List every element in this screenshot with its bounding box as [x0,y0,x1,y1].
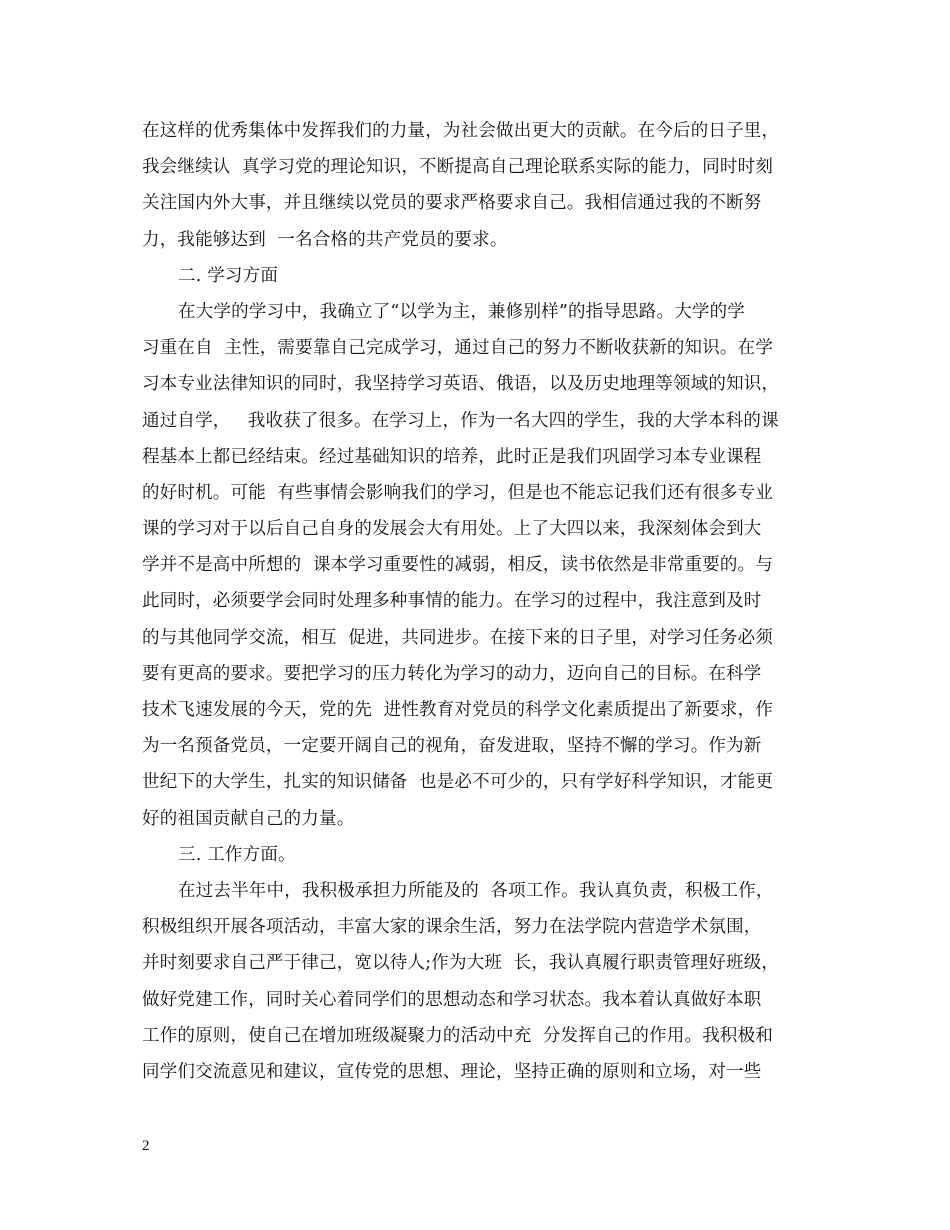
text-line: 的好时机。可能 有些事情会影响我们的学习，但是也不能忘记我们还有很多专业 [142,482,774,503]
text-line: 在过去半年中，我积极承担力所能及的 各项工作。我认真负责，积极工作， [178,880,774,901]
text-line: 积极组织开展各项活动，丰富大家的课余生活，努力在法学院内营造学术氛围， [142,917,762,938]
text-line: 习本专业法律知识的同时，我坚持学习英语、俄语，以及历史地理等领域的知识， [142,374,780,395]
text-line: 在大学的学习中，我确立了“以学为主，兼修别样”的指导思路。大学的学 [178,301,745,322]
text-line: 习重在自 主性，需要靠自己完成学习，通过自己的努力不断收获新的知识。在学 [142,338,774,359]
text-line: 此同时，必须要学会同时处理多种事情的能力。在学习的过程中，我注意到及时 [142,591,762,612]
text-line: 力，我能够达到 一名合格的共产党员的要求。 [142,229,508,250]
text-line: 二. 学习方面 [178,265,279,286]
text-line: 好的祖国贡献自己的力量。 [142,808,355,829]
text-line: 在这样的优秀集体中发挥我们的力量，为社会做出更大的贡献。在今后的日子里， [142,121,780,141]
text-line: 同学们交流意见和建议，宣传党的思想、理论，坚持正确的原则和立场，对一些 [142,1061,762,1082]
page-number: 2 [142,1138,150,1154]
text-line: 的与其他同学交流，相互 促进，共同进步。在接下来的日子里，对学习任务必须 [142,627,774,648]
text-line: 世纪下的大学生，扎实的知识储备 也是必不可少的，只有学好科学知识，才能更 [142,772,774,793]
text-line: 课的学习对于以后自己自身的发展会大有用处。上了大四以来，我深刻体会到大 [142,519,762,540]
text-line: 为一名预备党员，一定要开阔自己的视角，奋发进取，坚持不懈的学习。作为新 [142,736,762,757]
text-line: 通过自学， 我收获了很多。在学习上，作为一名大四的学生，我的大学本科的课 [142,410,779,431]
text-line: 并时刻要求自己严于律己，宽以待人;作为大班 长，我认真履行职责管理好班级， [142,953,780,974]
text-line: 学并不是高中所想的 课本学习重要性的减弱，相反，读书依然是非常重要的。与 [142,555,774,576]
text-line: 三. 工作方面。 [178,844,296,865]
document-body [142,113,832,1090]
text-line: 做好党建工作，同时关心着同学们的思想动态和学习状态。我本着认真做好本职 [142,989,762,1010]
text-line: 关注国内外大事，并且继续以党员的要求严格要求自己。我相信通过我的不断努 [142,193,762,214]
text-line: 要有更高的要求。要把学习的压力转化为学习的动力，迈向自己的目标。在科学 [142,663,762,684]
text-line: 工作的原则，使自己在增加班级凝聚力的活动中充 分发挥自己的作用。我积极和 [142,1025,774,1046]
text-line: 我会继续认 真学习党的理论知识，不断提高自己理论联系实际的能力，同时时刻 [142,157,774,178]
text-line: 程基本上都已经结束。经过基础知识的培养，此时正是我们巩固学习本专业课程 [142,446,762,467]
text-line: 技术飞速发展的今天，党的先 进性教育对党员的科学文化素质提出了新要求，作 [142,700,774,720]
